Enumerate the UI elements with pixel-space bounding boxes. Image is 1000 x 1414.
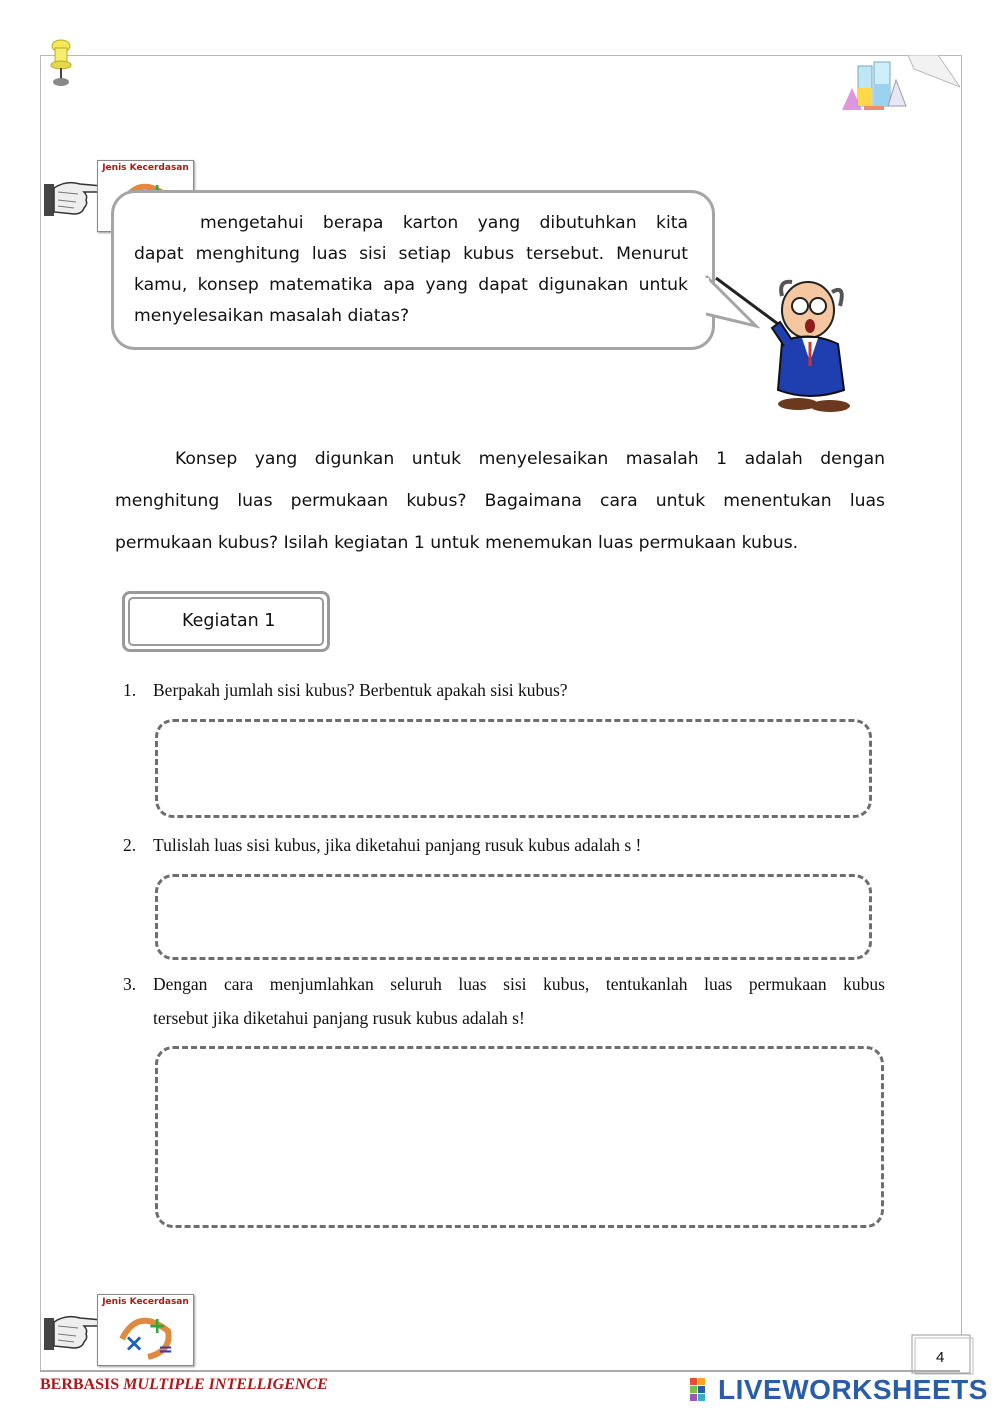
liveworksheets-brand[interactable] (690, 1374, 988, 1406)
question-text: Berpakah jumlah sisi kubus? Berbentuk apakah sisi kubus? (153, 680, 568, 700)
lab-glassware-icon (836, 58, 908, 114)
paragraph-line-3: permukaan kubus? Isilah kegiatan 1 untuk menemukan luas permukaan kubus. (115, 533, 799, 553)
footer-series-label (40, 1376, 328, 1394)
bubble-first-line: mengetahui berapa karton yang dibutuhkan kita (200, 213, 688, 233)
activity-title: Kegiatan 1 (182, 611, 276, 631)
paragraph-line-1: Konsep yang digunkan untuk menyelesaikan masalah 1 adalah dengan (175, 449, 885, 469)
svg-text:+: + (148, 1314, 167, 1339)
page-fold-corner (908, 55, 960, 91)
pushpin-icon (44, 38, 78, 88)
footer-italic: MULTIPLE INTELLIGENCE (123, 1376, 328, 1393)
bubble-rest: dapat menghitung luas sisi setiap kubus tersebut. Menurut kamu, konsep matematika apa yang dapat digunakan untuk menyelesaikan masalah diatas? (134, 244, 688, 326)
question-text: Tulislah luas sisi kubus, jika diketahui panjang rusuk kubus adalah s ! (153, 835, 642, 855)
answer-box-1[interactable] (155, 719, 872, 818)
question-text-line-2: tersebut jika diketahui panjang rusuk kubus adalah s! (153, 1008, 525, 1028)
answer-box-2[interactable] (155, 874, 872, 960)
page-number: 4 (936, 1349, 945, 1366)
brand-name: LIVEWORKSHEETS (718, 1374, 988, 1405)
pointing-hand-icon (44, 166, 104, 222)
question-2 (123, 828, 885, 862)
paragraph-line-2: menghitung luas permukaan kubus? Bagaimana cara untuk menentukan luas (115, 491, 885, 511)
footer-prefix: BERBASIS (40, 1376, 124, 1393)
intro-paragraph (115, 438, 885, 564)
math-symbols-icon (108, 1311, 182, 1361)
question-number: 2. (123, 835, 137, 855)
intelligence-badge-bottom (97, 1294, 194, 1366)
svg-text:=: = (158, 1339, 174, 1360)
question-text-line-1: Dengan cara menjumlahkan seluruh luas sisi kubus, tentukanlah luas permukaan kubus (153, 974, 885, 994)
question-number: 3. (123, 974, 137, 994)
answer-box-3[interactable] (155, 1046, 884, 1228)
question-1 (123, 673, 885, 707)
question-number: 1. (123, 680, 137, 700)
liveworksheets-logo-icon (690, 1378, 714, 1402)
svg-text:×: × (124, 1329, 145, 1357)
badge-label: Jenis Kecerdasan (102, 1297, 189, 1307)
question-3 (123, 967, 885, 1035)
footer-rule (40, 1370, 960, 1372)
bubble-text (134, 208, 688, 332)
professor-illustration (712, 262, 862, 414)
badge-label: Jenis Kecerdasan (102, 163, 189, 173)
pointing-hand-icon (44, 1300, 104, 1356)
